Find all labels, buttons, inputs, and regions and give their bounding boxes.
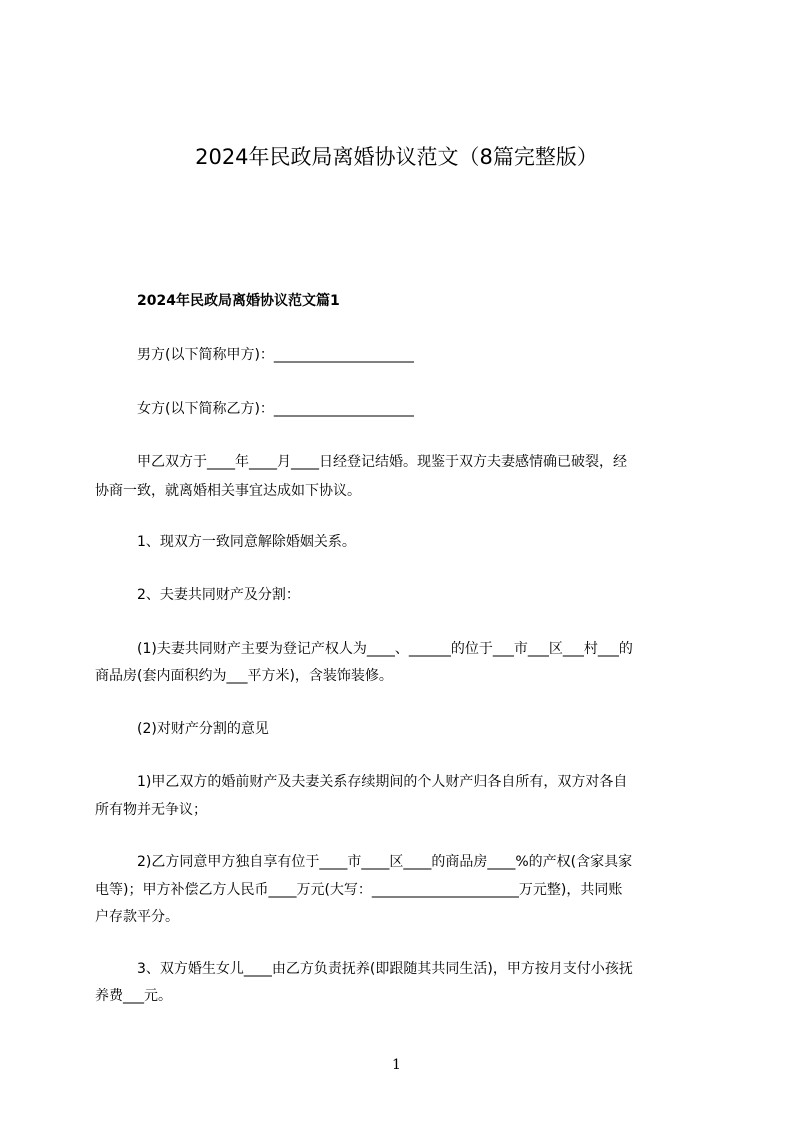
section-heading: 2024年民政局离婚协议范文篇1 [137,293,340,309]
paragraph-line: 户存款平分。 [95,909,179,925]
paragraph-line: 1、现双方一致同意解除婚姻关系。 [137,534,356,550]
paragraph-line: 2)乙方同意甲方独自享有位于____市____区____的商品房____%的产权(含家具家 [137,854,633,870]
paragraph-line: 1)甲乙双方的婚前财产及夫妻关系存续期间的个人财产归各自所有，双方对各自 [137,774,628,790]
paragraph-line: (2)对财产分割的意见 [137,721,269,737]
paragraph-line: 男方(以下简称甲方)：____________________ [137,347,414,363]
paragraph-line: 甲乙双方于____年____月____日经登记结婚。现鉴于双方夫妻感情确已破裂，经 [137,454,627,470]
paragraph-line: 养费___元。 [95,988,172,1004]
page-number: 1 [392,1057,401,1073]
paragraph-line: (1)夫妻共同财产主要为登记产权人为____、______的位于___市___区___村___的 [137,641,633,657]
paragraph-line: 商品房(套内面积约为___平方米)，含装饰装修。 [95,668,393,684]
paragraph-line: 电等)；甲方补偿乙方人民币____万元(大写：_____________________万元整)，共同账 [95,882,623,898]
paragraph-line: 协商一致，就离婚相关事宜达成如下协议。 [95,483,361,499]
paragraph-line: 3、双方婚生女儿____由乙方负责抚养(即跟随其共同生活)，甲方按月支付小孩抚 [137,961,633,977]
paragraph-line: 女方(以下简称乙方)：____________________ [137,401,414,417]
paragraph-line: 所有物并无争议； [95,802,207,818]
document-title: 2024年民政局离婚协议范文（8篇完整版） [195,145,598,169]
paragraph-line: 2、夫妻共同财产及分割： [137,587,300,603]
